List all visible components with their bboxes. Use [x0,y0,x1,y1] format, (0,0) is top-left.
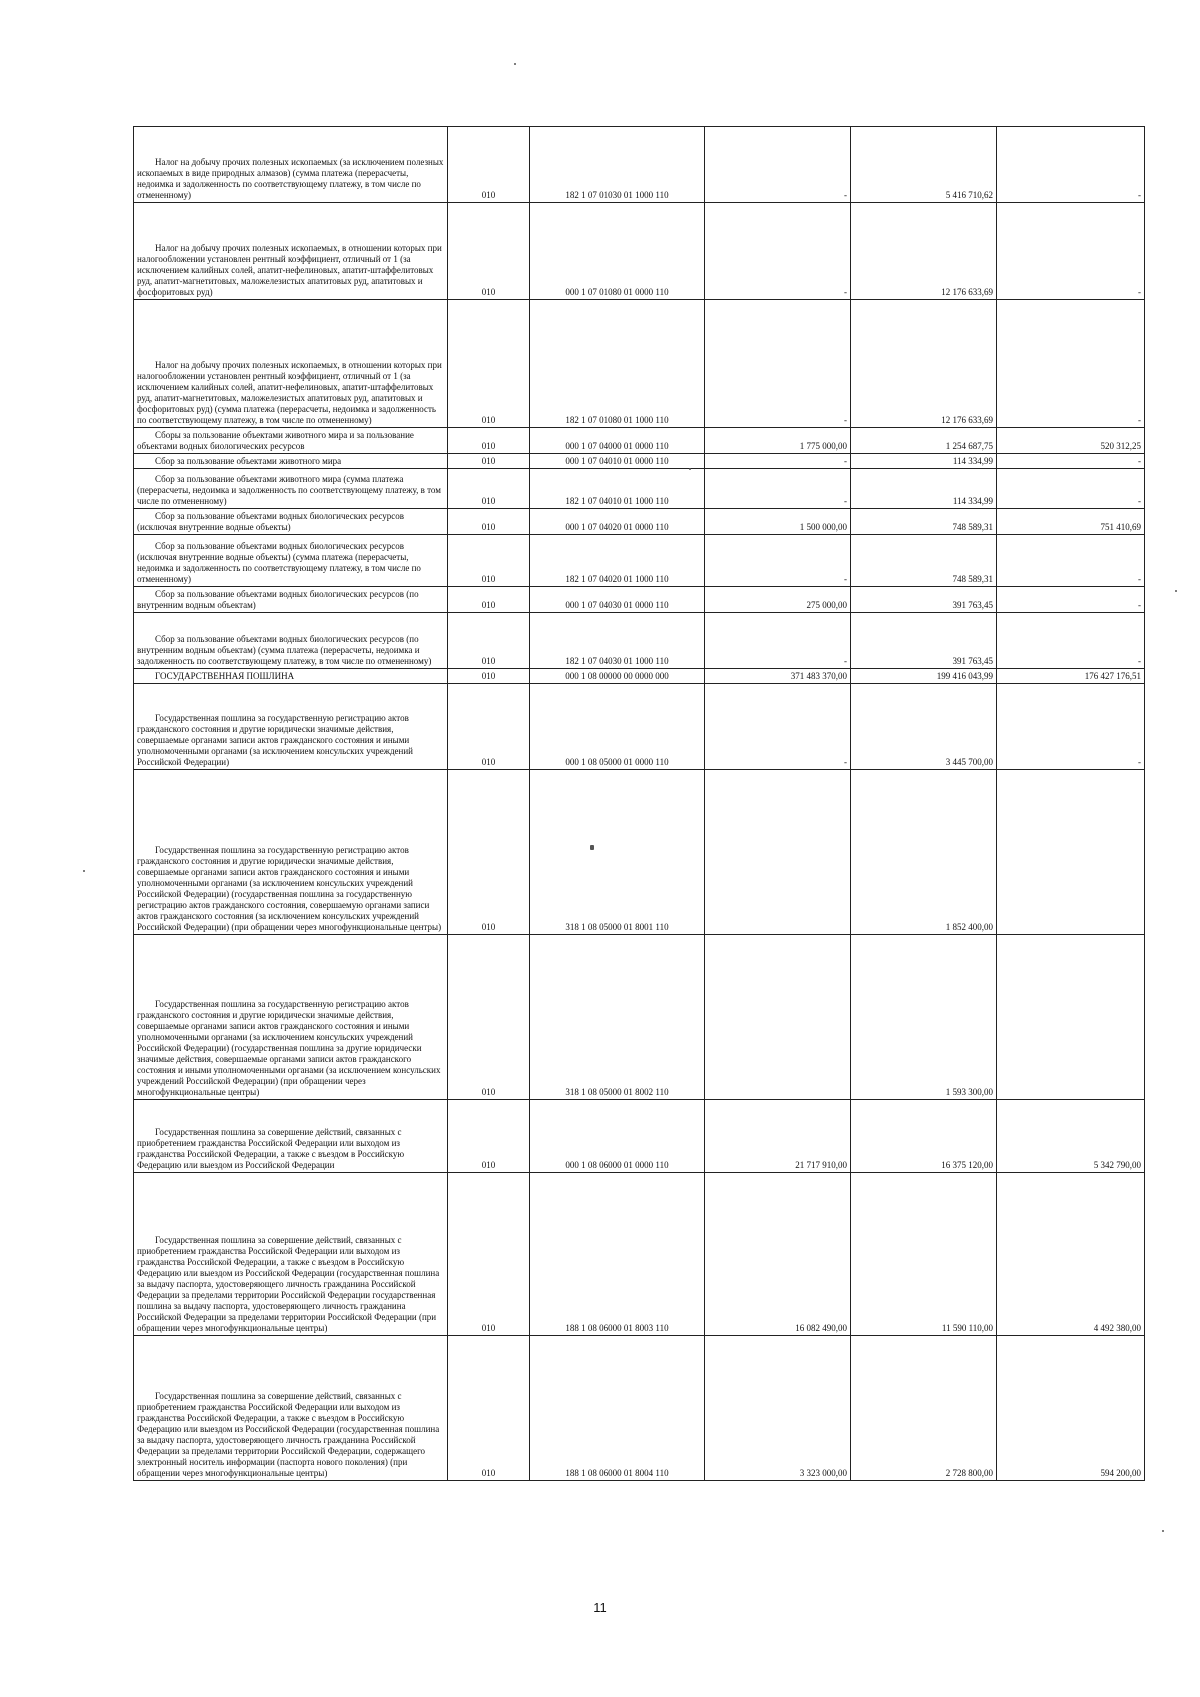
row-unexecuted-value-cell: - [997,684,1145,770]
row-unexecuted-value-cell: - [997,300,1145,428]
table-row [134,454,1145,469]
table-row [134,1336,1145,1481]
row-budget-code-cell: 182 1 07 04030 01 1000 110 [530,613,705,669]
row-unexecuted-value-cell: 520 312,25 [997,428,1145,454]
row-budget-code-cell: 318 1 08 05000 01 8001 110 [530,770,705,935]
row-unexecuted-value-cell: 5 342 790,00 [997,1100,1145,1173]
row-line-code-cell: 010 [448,770,530,935]
report-table-body [134,127,1145,1481]
row-executed-value-cell: 199 416 043,99 [851,669,997,684]
row-unexecuted-value-cell: 4 492 380,00 [997,1173,1145,1336]
row-approved-value-cell: - [705,203,851,300]
page-number: 11 [593,1600,607,1615]
table-row [134,1100,1145,1173]
row-approved-value-cell: 1 775 000,00 [705,428,851,454]
row-budget-code-cell: 188 1 08 06000 01 8003 110 [530,1173,705,1336]
row-budget-code-cell: 182 1 07 01080 01 1000 110 [530,300,705,428]
row-unexecuted-value-cell: - [997,127,1145,203]
row-name-cell: Сбор за пользование объектами животного мира [134,454,448,469]
row-executed-value-cell: 5 416 710,62 [851,127,997,203]
row-executed-value-cell: 1 593 300,00 [851,935,997,1100]
row-executed-value-cell: 114 334,99 [851,454,997,469]
row-executed-value-cell: 12 176 633,69 [851,300,997,428]
row-budget-code-cell: 182 1 07 01030 01 1000 110 [530,127,705,203]
table-row [134,684,1145,770]
row-approved-value-cell: - [705,127,851,203]
row-approved-value-cell: - [705,535,851,587]
table-row [134,203,1145,300]
row-line-code-cell: 010 [448,428,530,454]
row-approved-value-cell: - [705,454,851,469]
row-budget-code-cell: 000 1 08 05000 01 0000 110 [530,684,705,770]
row-executed-value-cell: 16 375 120,00 [851,1100,997,1173]
row-name-cell: Государственная пошлина за государственную регистрацию актов гражданского состояния и другие юридически значимые действия, совершаемые органами записи актов гражданского состояния и иными уполномоченными органами (за исключением консульских учреждений Российской Федерации) (государственная пошлина за государственную регистрацию актов гражданского состояния, совершаемую органами записи актов гражданского состояния (за исключением консульских учреждений Российской Федерации) (при обращении через многофункциональные центры) [134,770,448,935]
row-budget-code-cell: 188 1 08 06000 01 8004 110 [530,1336,705,1481]
row-approved-value-cell: - [705,684,851,770]
row-line-code-cell: 010 [448,509,530,535]
scan-speck [689,468,691,470]
row-unexecuted-value-cell: - [997,613,1145,669]
row-name-cell: Налог на добычу прочих полезных ископаемых, в отношении которых при налогообложении установлен рентный коэффициент, отличный от 1 (за исключением калийных солей, апатит-нефелиновых, апатит-штаффелитовых руд, апатит-магнетитовых, маложелезистых апатитовых руд, апатитовых и фосфоритовых руд) [134,203,448,300]
row-unexecuted-value-cell: 594 200,00 [997,1336,1145,1481]
row-unexecuted-value-cell: 176 427 176,51 [997,669,1145,684]
table-row [134,428,1145,454]
row-executed-value-cell: 748 589,31 [851,509,997,535]
row-budget-code-cell: 182 1 07 04020 01 1000 110 [530,535,705,587]
row-line-code-cell: 010 [448,1336,530,1481]
table-row [134,669,1145,684]
row-line-code-cell: 010 [448,535,530,587]
row-name-cell: Налог на добычу прочих полезных ископаемых (за исключением полезных ископаемых в виде природных алмазов) (сумма платежа (перерасчеты, недоимка и задолженность по соответствующему платежу, в том числе по отмененному) [134,127,448,203]
row-unexecuted-value-cell: - [997,587,1145,613]
row-unexecuted-value-cell [997,935,1145,1100]
row-executed-value-cell: 11 590 110,00 [851,1173,997,1336]
row-name-cell: Сбор за пользование объектами водных биологических ресурсов (по внутренним водным объектам) (сумма платежа (перерасчеты, недоимка и задолженность по соответствующему платежу, в том числе по отмененному) [134,613,448,669]
table-row [134,300,1145,428]
row-approved-value-cell [705,935,851,1100]
row-unexecuted-value-cell: 751 410,69 [997,509,1145,535]
row-name-cell: Налог на добычу прочих полезных ископаемых, в отношении которых при налогообложении установлен рентный коэффициент, отличный от 1 (за исключением калийных солей, апатит-нефелиновых, апатит-штаффелитовых руд, апатит-магнетитовых, маложелезистых апатитовых руд, апатитовых и фосфоритовых руд) (сумма платежа (перерасчеты, недоимка и задолженность по соответствующему платежу, в том числе по отмененному) [134,300,448,428]
row-line-code-cell: 010 [448,469,530,509]
row-budget-code-cell: 000 1 07 04020 01 0000 110 [530,509,705,535]
row-budget-code-cell: 000 1 08 06000 01 0000 110 [530,1100,705,1173]
row-name-cell: Государственная пошлина за совершение действий, связанных с приобретением гражданства Российской Федерации или выходом из гражданства Российской Федерации, а также с въездом в Российскую Федерацию или выездом из Российской Федерации (государственная пошлина за выдачу паспорта, удостоверяющего личность гражданина Российской Федерации за пределами территории Российской Федерации государственная пошлина за выдачу паспорта, удостоверяющего личность гражданина Российской Федерации за пределами территории Российской Федерации (при обращении через многофункциональные центры) [134,1173,448,1336]
row-budget-code-cell: 000 1 08 00000 00 0000 000 [530,669,705,684]
row-approved-value-cell: - [705,613,851,669]
row-budget-code-cell: 000 1 07 01080 01 0000 110 [530,203,705,300]
row-line-code-cell: 010 [448,669,530,684]
row-name-cell: Государственная пошлина за совершение действий, связанных с приобретением гражданства Российской Федерации или выходом из гражданства Российской Федерации, а также с въездом в Российскую Федерацию или выездом из Российской Федерации (государственная пошлина за выдачу паспорта, удостоверяющего личность гражданина Российской Федерации за пределами территории Российской Федерации, содержащего электронный носитель информации (паспорта нового поколения) (при обращении через многофункциональные центры) [134,1336,448,1481]
row-approved-value-cell: - [705,469,851,509]
row-approved-value-cell: 371 483 370,00 [705,669,851,684]
row-executed-value-cell: 2 728 800,00 [851,1336,997,1481]
table-row [134,469,1145,509]
row-approved-value-cell: 275 000,00 [705,587,851,613]
table-row [134,613,1145,669]
scan-speck [1162,1530,1164,1532]
row-unexecuted-value-cell: - [997,454,1145,469]
row-line-code-cell: 010 [448,203,530,300]
table-row [134,770,1145,935]
table-row [134,535,1145,587]
row-unexecuted-value-cell [997,770,1145,935]
row-name-cell: ГОСУДАРСТВЕННАЯ ПОШЛИНА [134,669,448,684]
row-line-code-cell: 010 [448,613,530,669]
row-line-code-cell: 010 [448,935,530,1100]
row-budget-code-cell: 000 1 07 04000 01 0000 110 [530,428,705,454]
row-budget-code-cell: 000 1 07 04030 01 0000 110 [530,587,705,613]
scan-speck [83,870,85,872]
row-line-code-cell: 010 [448,684,530,770]
row-executed-value-cell: 391 763,45 [851,613,997,669]
row-name-cell: Государственная пошлина за государственную регистрацию актов гражданского состояния и другие юридически значимые действия, совершаемые органами записи актов гражданского состояния и иными уполномоченными органами (за исключением консульских учреждений Российской Федерации) (государственная пошлина за другие юридически значимые действия, совершаемые органами записи актов гражданского состояния и иными уполномоченными органами (за исключением консульских учреждений Российской Федерации) (при обращении через многофункциональные центры) [134,935,448,1100]
row-approved-value-cell: 1 500 000,00 [705,509,851,535]
row-line-code-cell: 010 [448,127,530,203]
table-row [134,935,1145,1100]
row-executed-value-cell: 1 254 687,75 [851,428,997,454]
row-executed-value-cell: 114 334,99 [851,469,997,509]
table-row [134,127,1145,203]
row-unexecuted-value-cell: - [997,469,1145,509]
row-line-code-cell: 010 [448,1100,530,1173]
row-name-cell: Сбор за пользование объектами животного мира (сумма платежа (перерасчеты, недоимка и задолженность по соответствующему платежу, в том числе по отмененному) [134,469,448,509]
row-executed-value-cell: 391 763,45 [851,587,997,613]
scan-speck [590,845,594,850]
table-row [134,509,1145,535]
scan-speck [514,63,516,65]
table-row [134,1173,1145,1336]
row-name-cell: Государственная пошлина за государственную регистрацию актов гражданского состояния и другие юридически значимые действия, совершаемые органами записи актов гражданского состояния и иными уполномоченными органами (за исключением консульских учреждений Российской Федерации) [134,684,448,770]
row-budget-code-cell: 182 1 07 04010 01 1000 110 [530,469,705,509]
row-approved-value-cell [705,770,851,935]
row-executed-value-cell: 3 445 700,00 [851,684,997,770]
row-line-code-cell: 010 [448,1173,530,1336]
table-row [134,587,1145,613]
row-budget-code-cell: 000 1 07 04010 01 0000 110 [530,454,705,469]
row-executed-value-cell: 748 589,31 [851,535,997,587]
row-approved-value-cell: 3 323 000,00 [705,1336,851,1481]
row-name-cell: Сбор за пользование объектами водных биологических ресурсов (исключая внутренние водные объекты) (сумма платежа (перерасчеты, недоимка и задолженность по соответствующему платежу, в том числе по отмененному) [134,535,448,587]
row-budget-code-cell: 318 1 08 05000 01 8002 110 [530,935,705,1100]
row-unexecuted-value-cell: - [997,535,1145,587]
row-unexecuted-value-cell: - [997,203,1145,300]
row-name-cell: Сборы за пользование объектами животного мира и за пользование объектами водных биологических ресурсов [134,428,448,454]
row-line-code-cell: 010 [448,454,530,469]
row-name-cell: Сбор за пользование объектами водных биологических ресурсов (по внутренним водным объектам) [134,587,448,613]
row-approved-value-cell: - [705,300,851,428]
row-approved-value-cell: 16 082 490,00 [705,1173,851,1336]
row-name-cell: Государственная пошлина за совершение действий, связанных с приобретением гражданства Российской Федерации или выходом из гражданства Российской Федерации, а также с въездом в Российскую Федерацию или выездом из Российской Федерации [134,1100,448,1173]
row-executed-value-cell: 1 852 400,00 [851,770,997,935]
row-approved-value-cell: 21 717 910,00 [705,1100,851,1173]
row-line-code-cell: 010 [448,300,530,428]
row-line-code-cell: 010 [448,587,530,613]
row-name-cell: Сбор за пользование объектами водных биологических ресурсов (исключая внутренние водные объекты) [134,509,448,535]
row-executed-value-cell: 12 176 633,69 [851,203,997,300]
revenue-report-table [133,126,1145,1481]
scan-speck [1175,590,1177,592]
